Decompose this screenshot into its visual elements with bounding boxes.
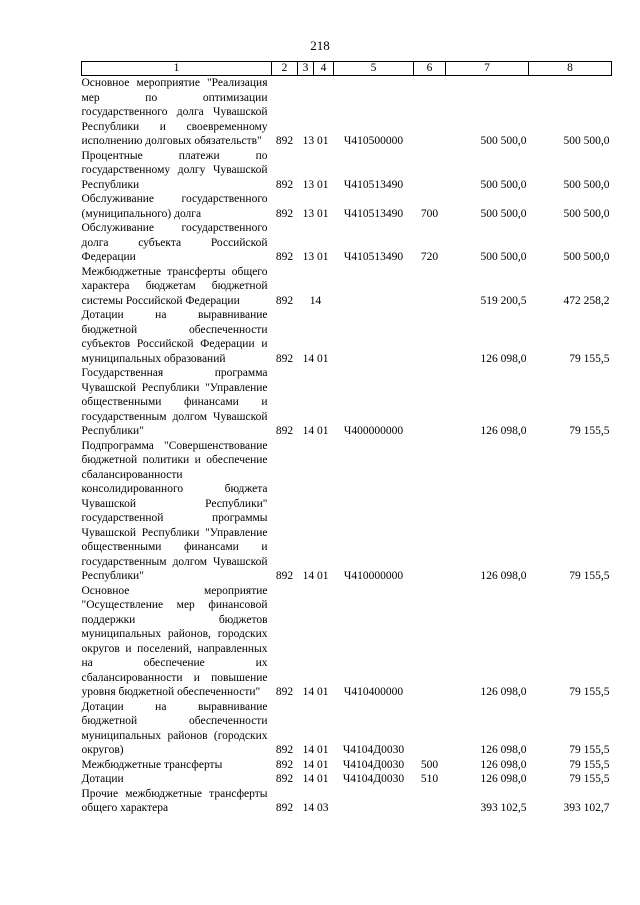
row-expense-type: 500 xyxy=(420,758,439,771)
table-row xyxy=(82,366,612,439)
row-admin-code: 892 xyxy=(275,178,294,191)
row-name: Прочие межбюджетные трансферты общего характера xyxy=(81,787,268,814)
row-name: Подпрограмма "Совершенствование бюджетной политики и обеспечение сбалансированности консолидированного бюджета Чувашской Республики" государственной программы Чувашской Республики "Управление общественными финансами и государственным долгом Чувашской Республики" xyxy=(81,439,268,582)
row-target-code xyxy=(334,265,414,309)
table-row xyxy=(82,265,612,309)
header-cell: 6 xyxy=(414,62,446,76)
row-admin-code: 892 xyxy=(275,425,294,437)
page-number: 218 xyxy=(310,38,330,53)
row-section-code: 13 01 xyxy=(302,178,329,191)
row-target-code: Ч410400000 xyxy=(343,686,404,698)
table-row xyxy=(82,439,612,584)
row-section-code: 14 01 xyxy=(302,773,329,785)
row-name: Дотации на выравнивание бюджетной обеспеченности муниципальных районов (городских округов) xyxy=(81,700,268,756)
row-section-code: 14 01 xyxy=(302,425,329,437)
row-section-code: 14 01 xyxy=(302,686,329,698)
row-expense-type: 510 xyxy=(420,773,439,785)
row-name: Основное мероприятие "Реализация мер по оптимизации государственного долга Чувашской Республики и своевременному исполнению долговых обязательств" xyxy=(81,77,268,147)
row-expense-type xyxy=(414,308,446,366)
row-target-code: Ч4104Д0030 xyxy=(342,773,405,785)
row-name: Государственная программа Чувашской Республики "Управление общественными финансами и государственным долгом Чувашской Республики" xyxy=(81,367,268,437)
row-section-code: 14 01 xyxy=(302,744,329,756)
row-amount-2: 472 258,2 xyxy=(563,294,610,307)
row-expense-type: 700 xyxy=(420,207,439,220)
row-expense-type xyxy=(414,366,446,439)
row-amount-1: 126 098,0 xyxy=(480,773,527,785)
row-expense-type: 720 xyxy=(420,251,439,263)
row-admin-code: 892 xyxy=(275,773,294,785)
row-section-code: 14 xyxy=(309,294,322,307)
row-name: Дотации на выравнивание бюджетной обеспеченности субъектов Российской Федерации и муниципальных образований xyxy=(81,309,268,365)
table-row xyxy=(82,584,612,700)
row-admin-code: 892 xyxy=(275,251,294,263)
row-admin-code: 892 xyxy=(275,352,294,365)
row-section-code: 13 01 xyxy=(302,251,329,263)
row-target-code: Ч400000000 xyxy=(343,425,404,437)
budget-table xyxy=(81,61,612,816)
row-admin-code: 892 xyxy=(275,758,294,771)
row-target-code: Ч410513490 xyxy=(343,178,404,191)
header-cell: 5 xyxy=(334,62,414,76)
header-cell: 8 xyxy=(529,62,612,76)
row-amount-2: 500 500,0 xyxy=(563,178,610,191)
row-section-code: 13 01 xyxy=(302,207,329,220)
header-row xyxy=(82,62,612,76)
row-admin-code: 892 xyxy=(275,207,294,220)
row-expense-type xyxy=(414,439,446,584)
header-cell: 1 xyxy=(82,62,272,76)
row-expense-type xyxy=(414,787,446,816)
header-cell: 4 xyxy=(314,62,334,76)
row-admin-code: 892 xyxy=(275,570,294,582)
table-row xyxy=(82,772,612,787)
row-amount-1: 126 098,0 xyxy=(480,570,527,582)
row-expense-type xyxy=(414,584,446,700)
table-row xyxy=(82,192,612,221)
row-target-code xyxy=(334,308,414,366)
row-amount-1: 126 098,0 xyxy=(480,425,527,437)
row-amount-1: 126 098,0 xyxy=(480,686,527,698)
row-name: Межбюджетные трансферты xyxy=(81,758,223,771)
header-cell: 7 xyxy=(446,62,529,76)
row-target-code: Ч410513490 xyxy=(343,251,404,263)
row-amount-1: 393 102,5 xyxy=(480,802,527,814)
row-target-code: Ч410513490 xyxy=(343,207,404,220)
row-admin-code: 892 xyxy=(275,686,294,698)
row-admin-code: 892 xyxy=(275,135,294,147)
table-row xyxy=(82,221,612,265)
header-cell: 3 xyxy=(298,62,314,76)
row-admin-code: 892 xyxy=(275,802,294,814)
row-amount-2: 500 500,0 xyxy=(563,207,610,220)
table-row xyxy=(82,308,612,366)
row-amount-1: 126 098,0 xyxy=(480,352,527,365)
row-name: Обслуживание государственного (муниципального) долга xyxy=(81,193,268,220)
row-amount-1: 500 500,0 xyxy=(480,251,527,263)
row-target-code: Ч4104Д0030 xyxy=(342,744,405,756)
row-target-code: Ч410500000 xyxy=(343,135,404,147)
row-name: Дотации xyxy=(81,773,124,785)
row-expense-type xyxy=(414,265,446,309)
row-section-code: 14 01 xyxy=(302,570,329,582)
row-amount-1: 519 200,5 xyxy=(480,294,527,307)
row-amount-2: 393 102,7 xyxy=(563,802,610,814)
row-admin-code: 892 xyxy=(275,744,294,756)
row-name: Обслуживание государственного долга субъекта Российской Федерации xyxy=(81,222,268,263)
row-amount-2: 79 155,5 xyxy=(569,686,610,698)
row-name: Межбюджетные трансферты общего характера бюджетам бюджетной системы Российской Федерации xyxy=(81,265,268,307)
row-amount-2: 79 155,5 xyxy=(569,744,610,756)
row-amount-2: 500 500,0 xyxy=(563,251,610,263)
row-section-code: 13 01 xyxy=(302,135,329,147)
table-row xyxy=(82,76,612,149)
row-amount-2: 79 155,5 xyxy=(569,570,610,582)
header-cell: 2 xyxy=(272,62,298,76)
row-name: Процентные платежи по государственному долгу Чувашской Республики xyxy=(81,149,268,191)
row-target-code: Ч410000000 xyxy=(343,570,404,582)
table-row xyxy=(82,787,612,816)
row-amount-1: 500 500,0 xyxy=(480,135,527,147)
row-expense-type xyxy=(414,149,446,193)
table-row xyxy=(82,149,612,193)
row-amount-2: 500 500,0 xyxy=(563,135,610,147)
row-section-code: 14 01 xyxy=(302,352,329,365)
row-name: Основное мероприятие "Осуществление мер финансовой поддержки бюджетов муниципальных районов, городских округов и поселений, направленных на обеспечение их сбалансированности и повышение уровня бюджетной обеспеченности" xyxy=(81,584,268,698)
row-amount-1: 126 098,0 xyxy=(480,758,527,771)
row-amount-2: 79 155,5 xyxy=(569,758,610,771)
row-amount-1: 126 098,0 xyxy=(480,744,527,756)
row-target-code: Ч4104Д0030 xyxy=(342,758,405,771)
table-row xyxy=(82,758,612,773)
row-amount-2: 79 155,5 xyxy=(569,352,610,365)
row-amount-2: 79 155,5 xyxy=(569,773,610,785)
row-amount-1: 500 500,0 xyxy=(480,207,527,220)
row-amount-2: 79 155,5 xyxy=(569,425,610,437)
row-section-code: 14 01 xyxy=(302,758,329,771)
row-admin-code: 892 xyxy=(275,294,294,307)
table-row xyxy=(82,700,612,758)
row-expense-type xyxy=(414,76,446,149)
row-target-code xyxy=(334,787,414,816)
row-expense-type xyxy=(414,700,446,758)
row-amount-1: 500 500,0 xyxy=(480,178,527,191)
row-section-code: 14 03 xyxy=(302,802,329,814)
